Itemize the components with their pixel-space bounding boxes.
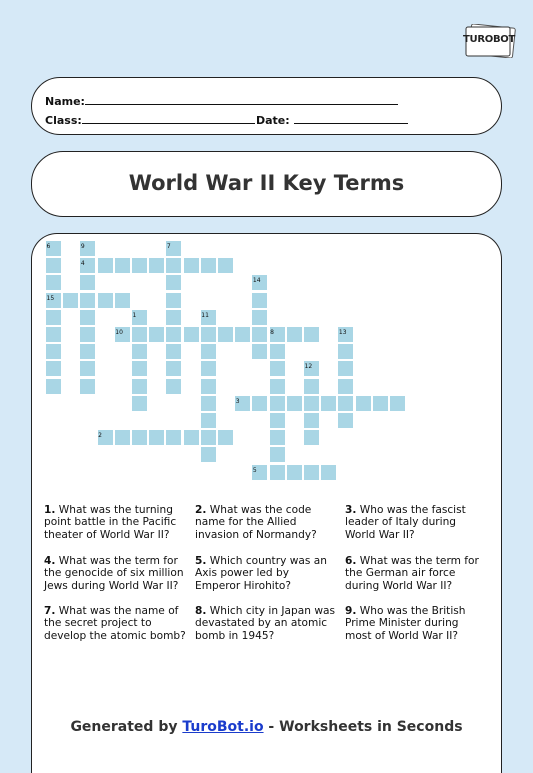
turobot-link[interactable]: TuroBot.io bbox=[182, 719, 264, 735]
crossword-cell[interactable] bbox=[131, 257, 148, 274]
date-line[interactable] bbox=[294, 112, 408, 124]
crossword-cell[interactable] bbox=[131, 378, 148, 395]
crossword-number: 7 bbox=[166, 243, 171, 250]
crossword-cell[interactable] bbox=[389, 395, 406, 412]
crossword-cell[interactable] bbox=[200, 378, 217, 395]
crossword-cell[interactable] bbox=[131, 343, 148, 360]
crossword-cell[interactable] bbox=[286, 326, 303, 343]
crossword-cell[interactable] bbox=[320, 395, 337, 412]
crossword-number: 6 bbox=[46, 243, 51, 250]
crossword-number: 2 bbox=[98, 432, 102, 440]
crossword-cell[interactable] bbox=[303, 429, 320, 446]
crossword-cell[interactable] bbox=[165, 360, 182, 377]
crossword-cell[interactable] bbox=[183, 429, 200, 446]
crossword-cell[interactable] bbox=[269, 360, 286, 377]
crossword-number: 13 bbox=[338, 329, 347, 336]
crossword-cell[interactable] bbox=[45, 378, 62, 395]
footer bbox=[0, 719, 533, 735]
clue-number: 1. bbox=[44, 504, 56, 516]
clue-item bbox=[44, 605, 186, 642]
crossword-number: 14 bbox=[252, 277, 261, 285]
class-line[interactable] bbox=[82, 112, 255, 124]
clue-item bbox=[195, 555, 337, 592]
crossword-cell[interactable] bbox=[148, 429, 165, 446]
crossword-cell[interactable] bbox=[217, 429, 234, 446]
crossword-cell[interactable] bbox=[200, 360, 217, 377]
footer-prefix: Generated by bbox=[70, 719, 183, 735]
crossword-cell[interactable] bbox=[79, 274, 96, 291]
crossword-cell[interactable] bbox=[45, 274, 62, 291]
clue-number: 7. bbox=[44, 605, 56, 617]
crossword-number: 10 bbox=[115, 329, 123, 336]
crossword-cell[interactable] bbox=[200, 326, 217, 343]
crossword-cell[interactable] bbox=[45, 309, 62, 326]
crossword-cell[interactable] bbox=[183, 257, 200, 274]
crossword-cell[interactable] bbox=[269, 343, 286, 360]
crossword-cell[interactable] bbox=[165, 309, 182, 326]
crossword-cell[interactable] bbox=[200, 257, 217, 274]
crossword-cell[interactable] bbox=[303, 326, 320, 343]
crossword-cell[interactable] bbox=[234, 326, 251, 343]
crossword-cell[interactable] bbox=[79, 343, 96, 360]
clue-item bbox=[195, 504, 337, 541]
clue-text: Who was the British Prime Minister during most of World War II? bbox=[345, 605, 466, 642]
crossword-cell[interactable] bbox=[269, 429, 286, 446]
crossword-cell[interactable] bbox=[286, 464, 303, 481]
crossword-cell[interactable] bbox=[269, 412, 286, 429]
crossword-cell[interactable] bbox=[337, 395, 354, 412]
crossword-cell[interactable] bbox=[286, 395, 303, 412]
crossword-number: 8 bbox=[270, 329, 274, 336]
crossword-cell[interactable] bbox=[251, 395, 268, 412]
crossword-cell[interactable] bbox=[165, 429, 182, 446]
crossword-cell[interactable] bbox=[79, 378, 96, 395]
crossword-cell[interactable] bbox=[251, 343, 268, 360]
clue-item bbox=[44, 555, 186, 592]
clue-number: 3. bbox=[345, 504, 357, 516]
turobot-logo bbox=[462, 24, 516, 58]
crossword-cell[interactable] bbox=[114, 292, 131, 309]
clue-text: What was the code name for the Allied invasion of Normandy? bbox=[195, 504, 317, 541]
clue-number: 5. bbox=[195, 555, 207, 567]
clue-text: What was the name of the secret project to develop the atomic bomb? bbox=[44, 605, 186, 642]
footer-suffix: - Worksheets in Seconds bbox=[263, 719, 463, 735]
crossword-cell[interactable] bbox=[269, 446, 286, 463]
crossword-cell[interactable] bbox=[131, 326, 148, 343]
clue-text: What was the term for the genocide of six million Jews during World War II? bbox=[44, 555, 184, 592]
name-label: Name: bbox=[45, 95, 85, 108]
crossword-cell[interactable] bbox=[62, 292, 79, 309]
crossword-cell[interactable] bbox=[79, 292, 96, 309]
clue-item bbox=[195, 605, 337, 642]
crossword-cell[interactable] bbox=[200, 343, 217, 360]
crossword-cell[interactable] bbox=[217, 326, 234, 343]
crossword-cell[interactable] bbox=[131, 395, 148, 412]
clue-number: 2. bbox=[195, 504, 207, 516]
student-info-box bbox=[31, 77, 502, 135]
crossword-cell[interactable] bbox=[337, 360, 354, 377]
crossword-cell[interactable] bbox=[269, 378, 286, 395]
crossword-cell[interactable] bbox=[148, 257, 165, 274]
crossword-cell[interactable] bbox=[303, 395, 320, 412]
clue-text: What was the term for the German air force during World War II? bbox=[345, 555, 479, 592]
title-box bbox=[31, 151, 502, 217]
logo-text: TUROBOT bbox=[463, 34, 515, 45]
crossword-number: 5 bbox=[252, 466, 257, 474]
class-label: Class: bbox=[45, 114, 82, 127]
date-label: Date: bbox=[256, 114, 290, 127]
crossword-cell[interactable] bbox=[200, 429, 217, 446]
crossword-cell[interactable] bbox=[251, 292, 268, 309]
clue-text: Which country was an Axis power led by Emperor Hirohito? bbox=[195, 555, 327, 592]
crossword-cell[interactable] bbox=[217, 257, 234, 274]
crossword-cell[interactable] bbox=[45, 326, 62, 343]
crossword-cell[interactable] bbox=[165, 343, 182, 360]
crossword-cell[interactable] bbox=[200, 395, 217, 412]
crossword-number: 9 bbox=[80, 243, 85, 250]
clue-text: Which city in Japan was devastated by an atomic bomb in 1945? bbox=[195, 605, 335, 642]
clue-text: What was the turning point battle in the Pacific theater of World War II? bbox=[44, 504, 177, 541]
crossword-cell[interactable] bbox=[165, 378, 182, 395]
crossword-cell[interactable] bbox=[165, 326, 182, 343]
crossword-cell[interactable] bbox=[131, 429, 148, 446]
crossword-cell[interactable] bbox=[45, 360, 62, 377]
crossword-cell[interactable] bbox=[97, 257, 114, 274]
crossword-cell[interactable] bbox=[183, 326, 200, 343]
crossword-cell[interactable] bbox=[320, 464, 337, 481]
crossword-cell[interactable] bbox=[372, 395, 389, 412]
date-field[interactable] bbox=[256, 112, 408, 127]
clue-number: 9. bbox=[345, 605, 357, 617]
clue-item bbox=[345, 605, 487, 642]
crossword-number: 1 bbox=[132, 311, 137, 319]
crossword-cell[interactable] bbox=[114, 257, 131, 274]
crossword-cell[interactable] bbox=[337, 343, 354, 360]
crossword-cell[interactable] bbox=[303, 464, 320, 481]
crossword-cell[interactable] bbox=[165, 274, 182, 291]
crossword-cell[interactable] bbox=[131, 360, 148, 377]
crossword-number: 3 bbox=[235, 397, 240, 405]
crossword-cell[interactable] bbox=[269, 464, 286, 481]
crossword-cell[interactable] bbox=[45, 257, 62, 274]
clue-number: 8. bbox=[195, 605, 207, 617]
clue-number: 4. bbox=[44, 555, 56, 567]
crossword-cell[interactable] bbox=[200, 412, 217, 429]
crossword-cell[interactable] bbox=[337, 378, 354, 395]
crossword-cell[interactable] bbox=[200, 446, 217, 463]
crossword-cell[interactable] bbox=[355, 395, 372, 412]
crossword-cell[interactable] bbox=[165, 292, 182, 309]
clue-item bbox=[345, 504, 487, 541]
crossword-cell[interactable] bbox=[337, 412, 354, 429]
crossword-cell[interactable] bbox=[303, 378, 320, 395]
crossword-cell[interactable] bbox=[79, 326, 96, 343]
crossword-cell[interactable] bbox=[114, 429, 131, 446]
crossword-number: 15 bbox=[46, 294, 55, 302]
worksheet-title: World War II Key Terms bbox=[128, 171, 405, 195]
crossword-cell[interactable] bbox=[45, 343, 62, 360]
crossword-number: 11 bbox=[201, 311, 209, 319]
crossword-cell[interactable] bbox=[97, 292, 114, 309]
crossword-cell[interactable] bbox=[251, 309, 268, 326]
crossword-cell[interactable] bbox=[79, 360, 96, 377]
clue-item bbox=[44, 504, 186, 541]
clue-number: 6. bbox=[345, 555, 357, 567]
crossword-number: 12 bbox=[304, 363, 313, 371]
clue-item bbox=[345, 555, 487, 592]
crossword-number: 4 bbox=[80, 260, 85, 268]
name-field[interactable] bbox=[45, 93, 398, 108]
crossword-cell[interactable] bbox=[79, 309, 96, 326]
name-line[interactable] bbox=[85, 93, 398, 105]
crossword-cell[interactable] bbox=[148, 326, 165, 343]
class-field[interactable] bbox=[45, 112, 255, 127]
crossword-cell[interactable] bbox=[251, 326, 268, 343]
crossword-cell[interactable] bbox=[165, 257, 182, 274]
crossword-cell[interactable] bbox=[303, 412, 320, 429]
crossword-cell[interactable] bbox=[269, 395, 286, 412]
clue-text: Who was the fascist leader of Italy during World War II? bbox=[345, 504, 466, 541]
